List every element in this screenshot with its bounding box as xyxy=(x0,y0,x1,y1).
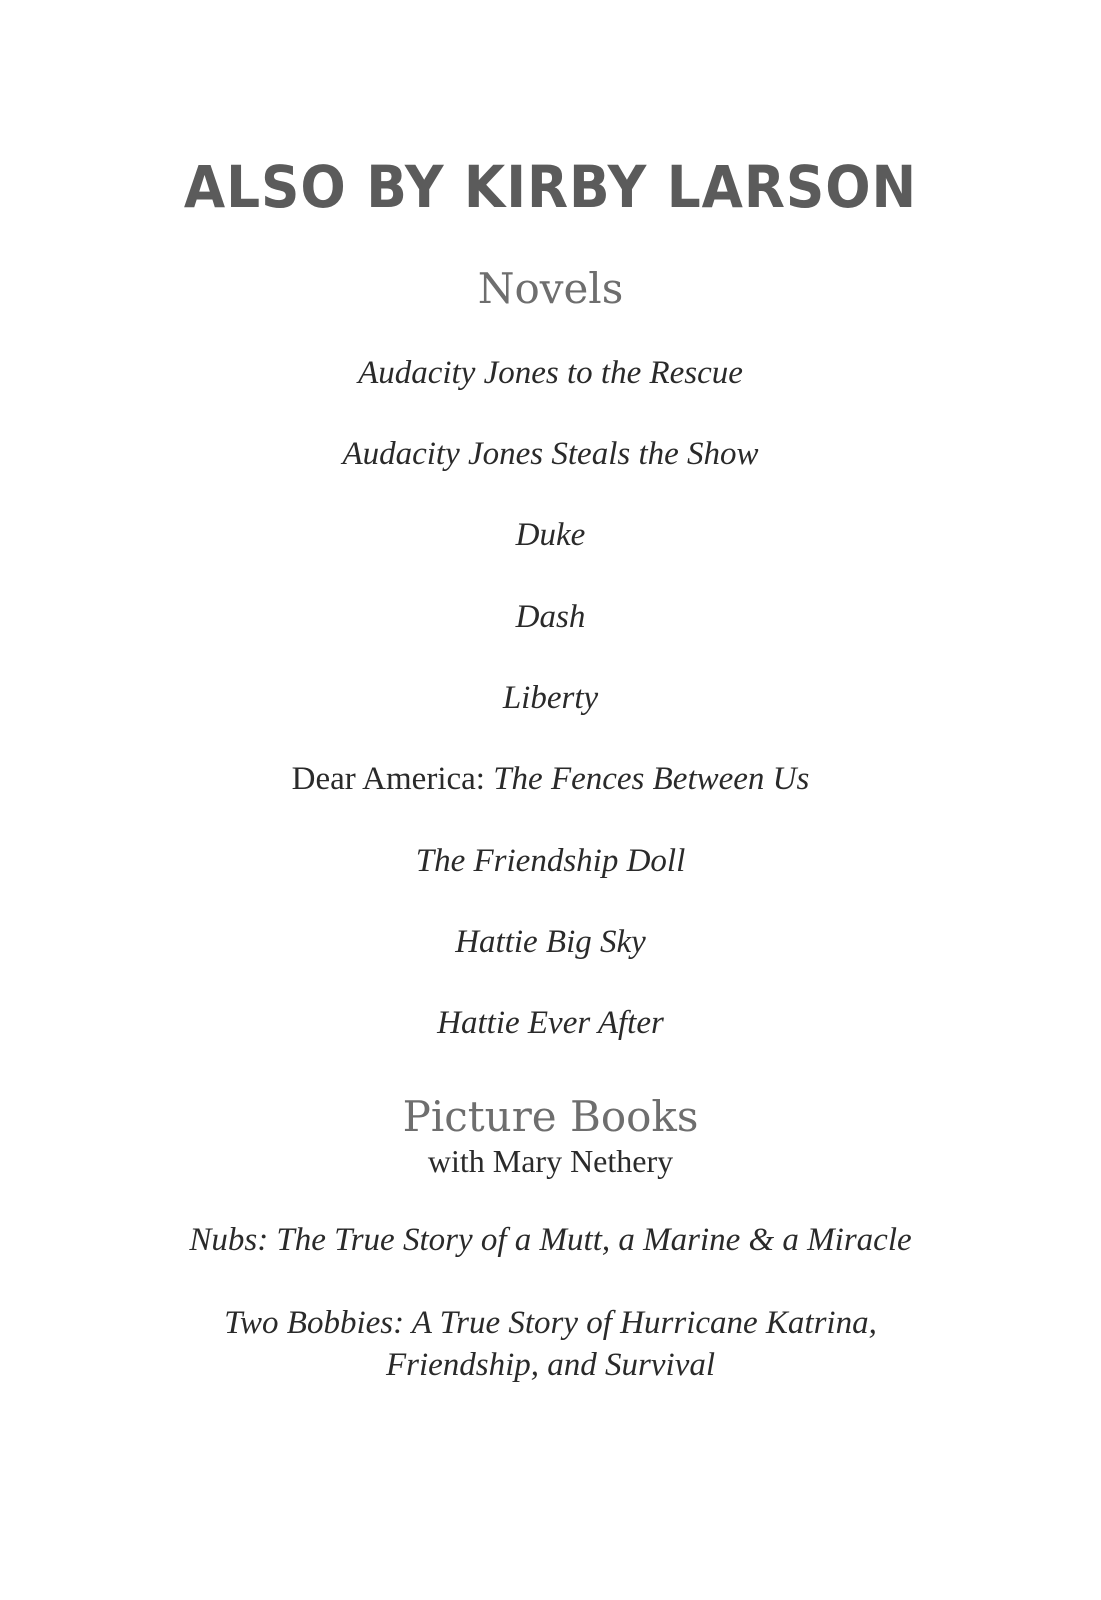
novel-title: Hattie Big Sky xyxy=(455,924,646,960)
picture-book-title-line: Two Bobbies: A True Story of Hurricane Katrina, xyxy=(224,1305,877,1341)
novel-title: Hattie Ever After xyxy=(437,1005,664,1041)
novel-title: Audacity Jones Steals the Show xyxy=(342,436,759,472)
series-book-title: The Fences Between Us xyxy=(493,761,810,797)
novel-title: Dash xyxy=(515,599,586,635)
novel-title: Audacity Jones to the Rescue xyxy=(358,355,743,391)
picture-book-title-line: Friendship, and Survival xyxy=(385,1347,716,1383)
novel-title-dear-america xyxy=(0,763,1101,796)
page-heading: ALSO BY KIRBY LARSON xyxy=(183,153,918,221)
novel-title: Liberty xyxy=(502,680,599,716)
novels-section-title: Novels xyxy=(477,264,624,313)
picture-book-title: Nubs: The True Story of a Mutt, a Marine & a Miracle xyxy=(189,1222,912,1258)
picture-book-title-two-bobbies xyxy=(0,1302,1101,1386)
picture-books-subtitle: with Mary Nethery xyxy=(427,1143,674,1179)
novel-title: Duke xyxy=(515,517,586,553)
novel-title: The Friendship Doll xyxy=(415,843,686,879)
series-prefix: Dear America: xyxy=(291,761,494,797)
picture-books-section-title: Picture Books xyxy=(402,1092,699,1141)
